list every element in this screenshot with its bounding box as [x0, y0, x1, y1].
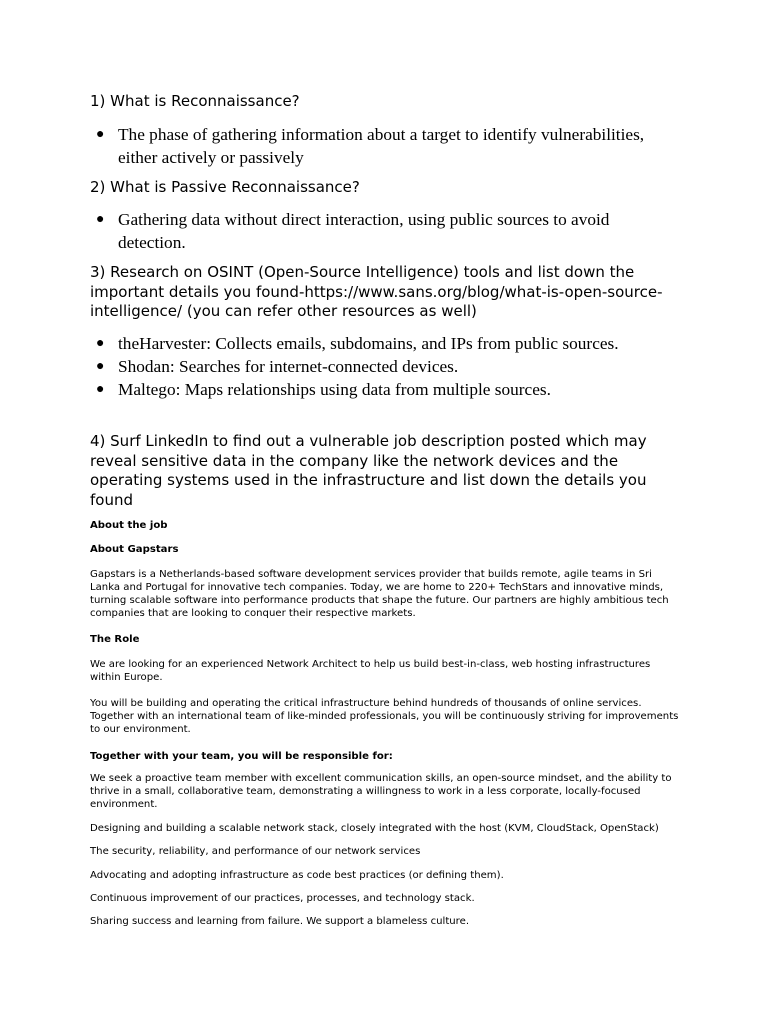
answer-2-item: [90, 208, 680, 254]
responsibility-item: The security, reliability, and performance of our network services: [90, 846, 421, 857]
answer-2-list: [90, 208, 680, 254]
osint-tool-text: Maltego: Maps relationships using data from multiple sources.: [118, 380, 551, 399]
question-2: 2) What is Passive Reconnaissance?: [90, 178, 360, 196]
responsibility-item: Continuous improvement of our practices, processes, and technology stack.: [90, 893, 475, 904]
bullet-icon: ●: [96, 212, 105, 227]
responsibility-item: Sharing success and learning from failure. We support a blameless culture.: [90, 916, 470, 927]
osint-tool-item: [90, 378, 680, 401]
responsibility-item: Advocating and adopting infrastructure as code best practices (or defining them).: [90, 870, 504, 881]
about-company-heading: About Gapstars: [90, 544, 179, 555]
bullet-icon: ●: [96, 359, 105, 374]
osint-tool-item: [90, 355, 680, 378]
answer-1-list: [90, 123, 680, 169]
responsibility-item: We seek a proactive team member with excellent communication skills, an open-source mindset, and the ability to thrive in a small, collaborative team, demonstrating a willingness to work in a less corporate, locally-focused environment.: [90, 773, 672, 810]
about-job-heading: About the job: [90, 520, 168, 531]
answer-1-item: [90, 123, 680, 169]
answer-3-list: [90, 332, 680, 401]
question-4: 4) Surf LinkedIn to find out a vulnerable job description posted which may reveal sensitive data in the company like the network devices and the operating systems used in the infrastructure and list down the details you found: [90, 432, 647, 509]
role-paragraph-1: We are looking for an experienced Network Architect to help us build best-in-class, web hosting infrastructures within Europe.: [90, 659, 651, 683]
role-heading: The Role: [90, 634, 140, 645]
osint-tool-item: [90, 332, 680, 355]
osint-tool-text: Shodan: Searches for internet-connected devices.: [118, 357, 459, 376]
bullet-icon: ●: [96, 127, 105, 142]
company-description: Gapstars is a Netherlands-based software development services provider that builds remote, agile teams in Sri Lanka and Portugal for innovative tech companies. Today, we are home to 220+ TechStars and innovative minds, turning scalable software into performance products that shape the future. Our partners are highly ambitious tech companies that are looking to conquer their respective markets.: [90, 569, 669, 619]
answer-1-text: The phase of gathering information about a target to identify vulnerabilities, either actively or passively: [118, 125, 645, 167]
answer-2-text: Gathering data without direct interaction, using public sources to avoid detection.: [118, 210, 610, 252]
responsibility-item: Designing and building a scalable network stack, closely integrated with the host (KVM, CloudStack, OpenStack): [90, 823, 659, 834]
role-paragraph-2: You will be building and operating the critical infrastructure behind hundreds of thousands of online services. Together with an international team of like-minded professionals, you will be continuously striving for improvements to our environment.: [90, 698, 679, 735]
osint-tool-text: theHarvester: Collects emails, subdomains, and IPs from public sources.: [118, 334, 619, 353]
question-3: 3) Research on OSINT (Open-Source Intelligence) tools and list down the important details you found-https://www.sans.org/blog/what-is-open-source-intelligence/ (you can refer other resources as well): [90, 263, 663, 320]
bullet-icon: ●: [96, 382, 105, 397]
responsibilities-heading: Together with your team, you will be responsible for:: [90, 751, 393, 762]
bullet-icon: ●: [96, 336, 105, 351]
question-1: 1) What is Reconnaissance?: [90, 92, 300, 110]
